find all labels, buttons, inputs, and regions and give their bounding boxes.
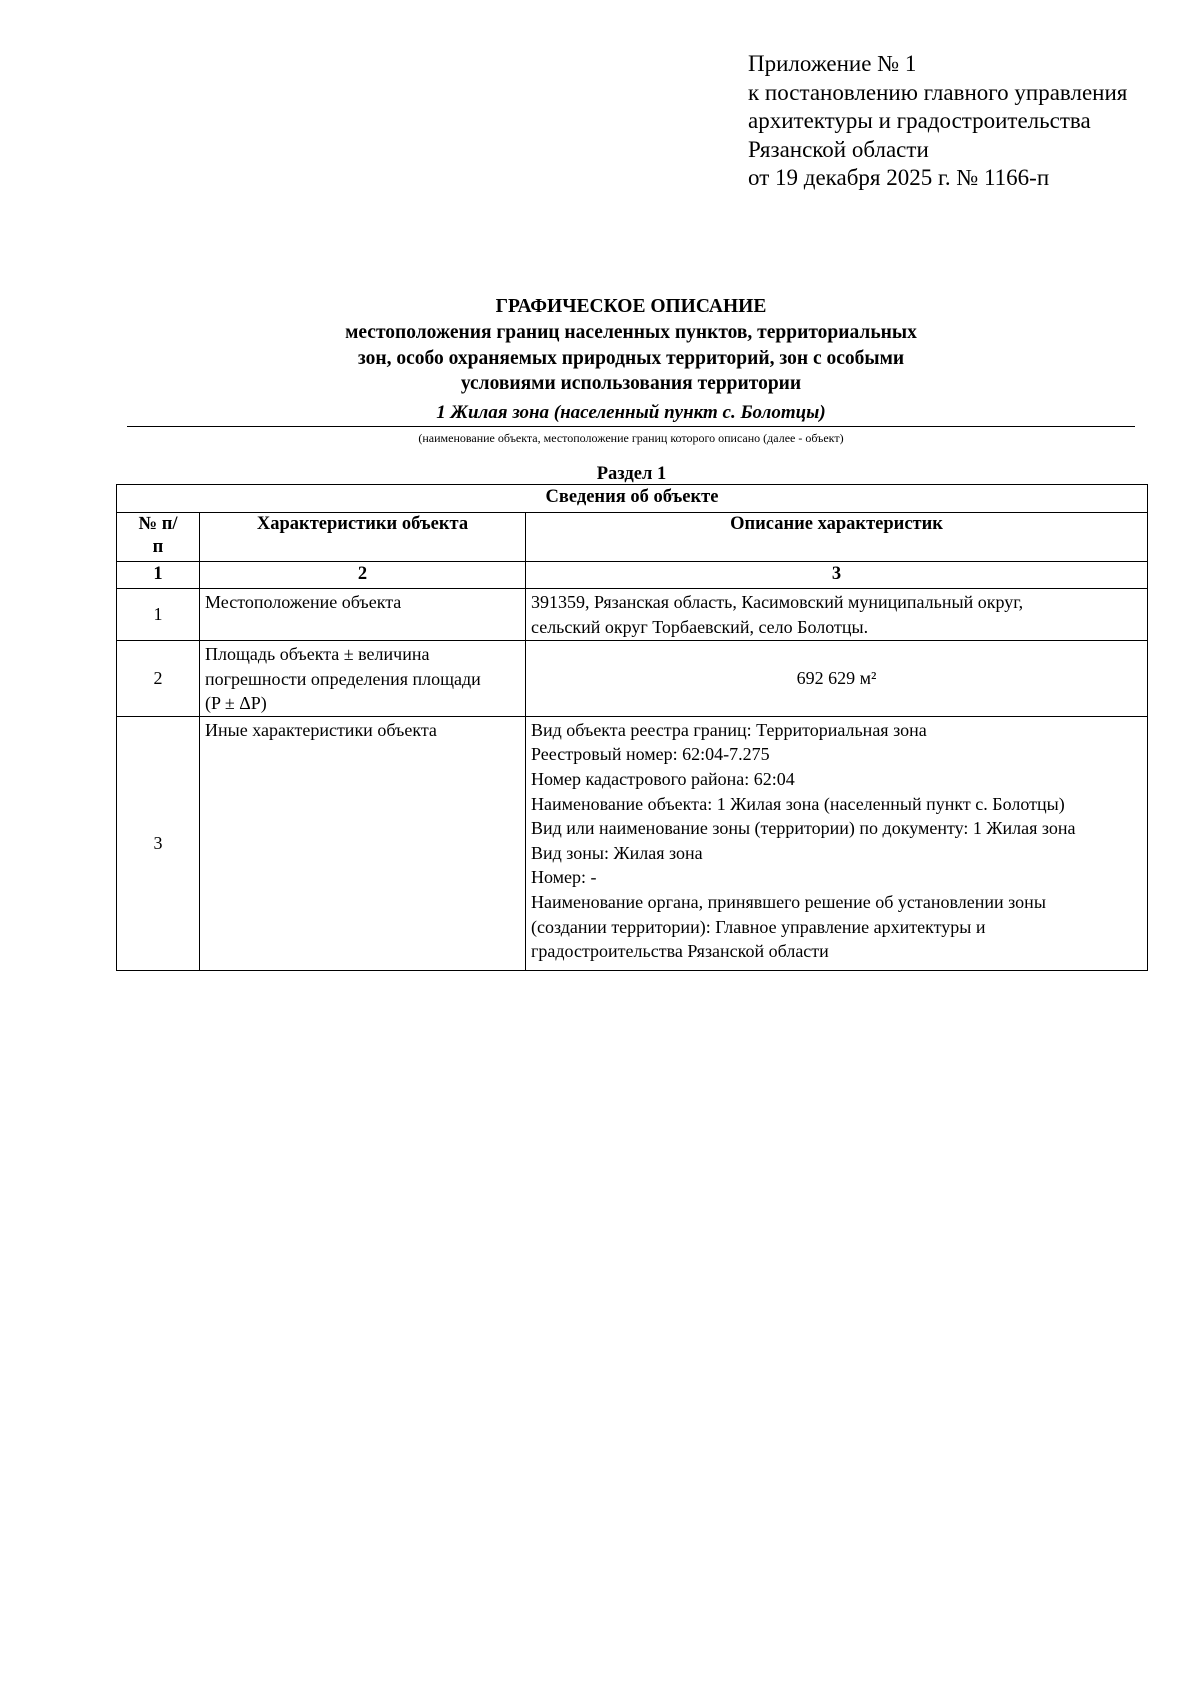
description-line: сельский округ Торбаевский, село Болотцы. <box>531 616 869 637</box>
appendix-line: к постановлению главного управления <box>748 79 1128 105</box>
characteristic-line: Площадь объекта ± величина <box>205 644 430 664</box>
appendix-line: Рязанской области <box>748 136 929 162</box>
title-subtitle-line: условиями использования территории <box>460 373 802 395</box>
table-row <box>117 716 1148 970</box>
row-description: 692 629 м² <box>526 641 1148 717</box>
description-line: Вид объекта реестра границ: Территориальная зона <box>531 719 927 740</box>
row-description <box>526 589 1148 641</box>
row-number: 2 <box>117 641 200 717</box>
appendix-line: архитектуры и градостроительства <box>748 108 1091 134</box>
row-characteristic: Иные характеристики объекта <box>200 716 526 970</box>
object-name-underline <box>127 426 1135 427</box>
object-info-table <box>116 484 1148 971</box>
column-number: 2 <box>200 562 526 589</box>
row-description <box>526 716 1148 970</box>
row-characteristic <box>200 641 526 717</box>
description-line: Наименование органа, принявшего решение об установлении зоны <box>531 891 1046 912</box>
column-number-row <box>117 562 1148 589</box>
title-subtitle-line: местоположения границ населенных пунктов, территориальных <box>345 321 917 343</box>
row-number: 3 <box>117 716 200 970</box>
table-row <box>117 641 1148 717</box>
document-title <box>127 294 1135 397</box>
appendix-line: от 19 декабря 2025 г. № 1166-п <box>748 165 1050 191</box>
row-number: 1 <box>117 589 200 641</box>
characteristic-line: погрешности определения площади <box>205 668 481 689</box>
description-line: Наименование объекта: 1 Жилая зона (населенный пункт с. Болотцы) <box>531 793 1065 814</box>
row-characteristic: Местоположение объекта <box>200 589 526 641</box>
title-subtitle-line: зон, особо охраняемых природных территорий, зон с особыми <box>357 347 905 369</box>
table-caption: Сведения об объекте <box>117 485 1148 513</box>
description-line: Вид зоны: Жилая зона <box>531 842 703 863</box>
table-row <box>117 589 1148 641</box>
description-line: градостроительства Рязанской области <box>531 941 829 962</box>
header-num <box>117 513 200 562</box>
description-line: Номер: - <box>531 867 597 888</box>
description-line: Номер кадастрового района: 62:04 <box>531 768 795 789</box>
header-characteristic: Характеристики объекта <box>200 513 526 562</box>
section-label: Раздел 1 <box>596 464 667 484</box>
object-name-caption: (наименование объекта, местоположение границ которого описано (далее - объект) <box>418 431 844 445</box>
appendix-line: Приложение № 1 <box>748 51 917 76</box>
header-description: Описание характеристик <box>526 513 1148 562</box>
column-number: 1 <box>117 562 200 589</box>
header-num-label: № п/п <box>138 514 178 557</box>
description-line: 391359, Рязанская область, Касимовский муниципальный округ, <box>531 592 1024 612</box>
characteristic-line: (P ± ΔP) <box>205 693 267 714</box>
object-name: 1 Жилая зона (населенный пункт с. Болотцы) <box>436 402 826 423</box>
column-number: 3 <box>526 562 1148 589</box>
title-heading: ГРАФИЧЕСКОЕ ОПИСАНИЕ <box>495 296 767 317</box>
description-line: Реестровый номер: 62:04-7.275 <box>531 744 770 765</box>
appendix-reference <box>748 50 1188 193</box>
description-line: (создании территории): Главное управление архитектуры и <box>531 916 986 937</box>
description-line: Вид или наименование зоны (территории) по документу: 1 Жилая зона <box>531 818 1076 839</box>
table-header-row <box>117 513 1148 562</box>
table-caption-row <box>117 485 1148 513</box>
